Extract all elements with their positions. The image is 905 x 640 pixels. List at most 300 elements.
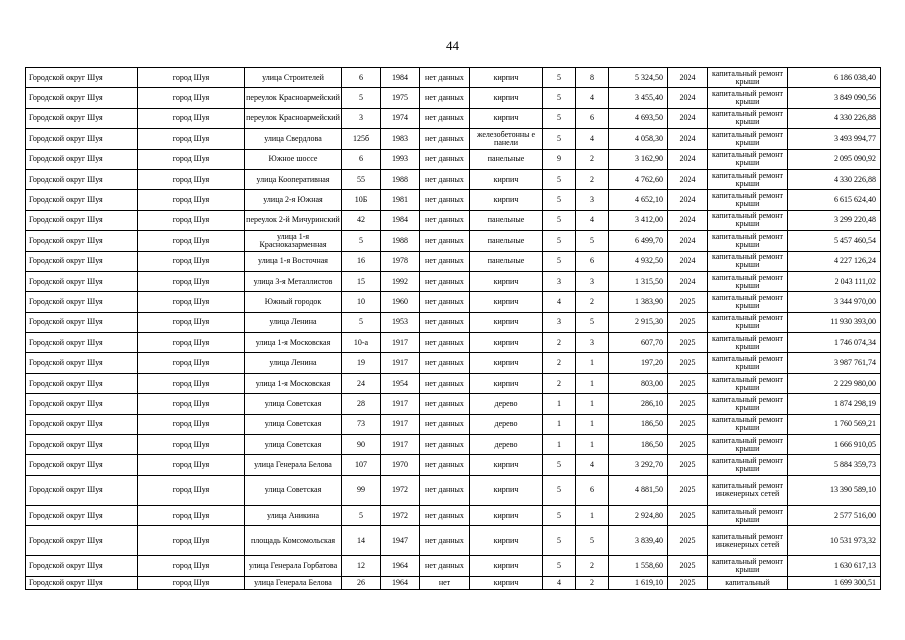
cell-settlement: город Шуя	[138, 576, 245, 589]
cell-entrances: 4	[576, 455, 609, 475]
cell-area: 1 619,10	[609, 576, 668, 589]
cell-floors: 5	[543, 556, 576, 576]
table-row	[26, 231, 881, 251]
cell-floors: 1	[543, 435, 576, 455]
cell-commissioning-year: нет	[420, 576, 470, 589]
cell-repair-type: капитальный ремонт крыши	[708, 129, 788, 149]
cell-wall-material: железобетонны е панели	[470, 129, 543, 149]
cell-municipality: Городской округ Шуя	[26, 251, 138, 271]
cell-plan-year: 2024	[668, 169, 708, 189]
cell-plan-year: 2025	[668, 556, 708, 576]
cell-settlement: город Шуя	[138, 394, 245, 414]
cell-cost: 5 884 359,73	[788, 455, 881, 475]
cell-floors: 9	[543, 149, 576, 169]
cell-build-year: 1974	[381, 108, 420, 128]
cell-floors: 5	[543, 169, 576, 189]
table-row	[26, 190, 881, 210]
cell-municipality: Городской округ Шуя	[26, 210, 138, 230]
cell-build-year: 1917	[381, 414, 420, 434]
cell-build-year: 1984	[381, 68, 420, 88]
cell-repair-type: капитальный ремонт крыши	[708, 231, 788, 251]
cell-area: 4 693,50	[609, 108, 668, 128]
cell-plan-year: 2025	[668, 414, 708, 434]
cell-cost: 4 227 126,24	[788, 251, 881, 271]
cell-settlement: город Шуя	[138, 210, 245, 230]
cell-wall-material: кирпич	[470, 190, 543, 210]
cell-municipality: Городской округ Шуя	[26, 88, 138, 108]
cell-plan-year: 2024	[668, 210, 708, 230]
cell-settlement: город Шуя	[138, 169, 245, 189]
cell-build-year: 1988	[381, 231, 420, 251]
cell-floors: 5	[543, 129, 576, 149]
cell-commissioning-year: нет данных	[420, 333, 470, 353]
cell-area: 5 324,50	[609, 68, 668, 88]
cell-repair-type: капитальный ремонт инженерных сетей	[708, 475, 788, 505]
cell-build-year: 1972	[381, 475, 420, 505]
cell-plan-year: 2025	[668, 353, 708, 373]
cell-repair-type: капитальный ремонт инженерных сетей	[708, 526, 788, 556]
cell-wall-material: кирпич	[470, 353, 543, 373]
cell-entrances: 2	[576, 292, 609, 312]
cell-street: улица Ленина	[245, 312, 342, 332]
cell-house-number: 12	[342, 556, 381, 576]
cell-repair-type: капитальный ремонт крыши	[708, 271, 788, 291]
cell-entrances: 6	[576, 108, 609, 128]
cell-build-year: 1978	[381, 251, 420, 271]
cell-settlement: город Шуя	[138, 149, 245, 169]
cell-commissioning-year: нет данных	[420, 353, 470, 373]
cell-municipality: Городской округ Шуя	[26, 312, 138, 332]
cell-floors: 2	[543, 333, 576, 353]
cell-floors: 4	[543, 576, 576, 589]
cell-street: Южное шоссе	[245, 149, 342, 169]
table-row	[26, 333, 881, 353]
cell-cost: 1 699 300,51	[788, 576, 881, 589]
cell-repair-type: капитальный ремонт крыши	[708, 292, 788, 312]
cell-commissioning-year: нет данных	[420, 129, 470, 149]
cell-area: 286,10	[609, 394, 668, 414]
cell-wall-material: кирпич	[470, 576, 543, 589]
cell-municipality: Городской округ Шуя	[26, 576, 138, 589]
table-row	[26, 312, 881, 332]
cell-house-number: 19	[342, 353, 381, 373]
cell-floors: 1	[543, 414, 576, 434]
cell-entrances: 5	[576, 526, 609, 556]
cell-house-number: 6	[342, 68, 381, 88]
cell-municipality: Городской округ Шуя	[26, 505, 138, 525]
cell-build-year: 1992	[381, 271, 420, 291]
cell-area: 4 762,60	[609, 169, 668, 189]
cell-municipality: Городской округ Шуя	[26, 556, 138, 576]
cell-street: улица Советская	[245, 414, 342, 434]
cell-repair-type: капитальный ремонт крыши	[708, 394, 788, 414]
cell-plan-year: 2025	[668, 475, 708, 505]
cell-build-year: 1972	[381, 505, 420, 525]
cell-area: 4 058,30	[609, 129, 668, 149]
cell-cost: 6 615 624,40	[788, 190, 881, 210]
table-row	[26, 68, 881, 88]
cell-wall-material: кирпич	[470, 475, 543, 505]
cell-commissioning-year: нет данных	[420, 435, 470, 455]
cell-area: 3 839,40	[609, 526, 668, 556]
cell-commissioning-year: нет данных	[420, 88, 470, 108]
cell-repair-type: капитальный ремонт крыши	[708, 556, 788, 576]
cell-street: переулок Красноармейский	[245, 88, 342, 108]
cell-house-number: 5	[342, 231, 381, 251]
cell-entrances: 1	[576, 394, 609, 414]
cell-entrances: 2	[576, 556, 609, 576]
cell-house-number: 5	[342, 505, 381, 525]
cell-wall-material: кирпич	[470, 292, 543, 312]
cell-entrances: 5	[576, 312, 609, 332]
cell-settlement: город Шуя	[138, 312, 245, 332]
cell-wall-material: кирпич	[470, 333, 543, 353]
cell-area: 3 455,40	[609, 88, 668, 108]
cell-area: 4 881,50	[609, 475, 668, 505]
cell-floors: 3	[543, 271, 576, 291]
cell-house-number: 125б	[342, 129, 381, 149]
cell-municipality: Городской округ Шуя	[26, 333, 138, 353]
cell-cost: 1 666 910,05	[788, 435, 881, 455]
cell-commissioning-year: нет данных	[420, 108, 470, 128]
cell-municipality: Городской округ Шуя	[26, 373, 138, 393]
cell-wall-material: кирпич	[470, 88, 543, 108]
cell-plan-year: 2025	[668, 526, 708, 556]
cell-entrances: 4	[576, 210, 609, 230]
cell-commissioning-year: нет данных	[420, 169, 470, 189]
cell-entrances: 2	[576, 149, 609, 169]
cell-area: 186,50	[609, 414, 668, 434]
cell-area: 3 412,00	[609, 210, 668, 230]
cell-floors: 5	[543, 210, 576, 230]
cell-repair-type: капитальный ремонт крыши	[708, 251, 788, 271]
table-row	[26, 435, 881, 455]
cell-repair-type: капитальный ремонт крыши	[708, 169, 788, 189]
cell-area: 3 292,70	[609, 455, 668, 475]
cell-repair-type: капитальный ремонт крыши	[708, 373, 788, 393]
cell-commissioning-year: нет данных	[420, 475, 470, 505]
cell-build-year: 1947	[381, 526, 420, 556]
cell-commissioning-year: нет данных	[420, 231, 470, 251]
cell-settlement: город Шуя	[138, 88, 245, 108]
cell-build-year: 1983	[381, 129, 420, 149]
table-row	[26, 414, 881, 434]
cell-house-number: 5	[342, 312, 381, 332]
cell-house-number: 16	[342, 251, 381, 271]
cell-municipality: Городской округ Шуя	[26, 231, 138, 251]
cell-build-year: 1917	[381, 435, 420, 455]
cell-street: улица 3-я Металлистов	[245, 271, 342, 291]
cell-commissioning-year: нет данных	[420, 292, 470, 312]
cell-repair-type: капитальный	[708, 576, 788, 589]
cell-street: улица Кооперативная	[245, 169, 342, 189]
table-row	[26, 271, 881, 291]
cell-house-number: 15	[342, 271, 381, 291]
cell-cost: 2 229 980,00	[788, 373, 881, 393]
cell-repair-type: капитальный ремонт крыши	[708, 435, 788, 455]
table-row	[26, 505, 881, 525]
cell-repair-type: капитальный ремонт крыши	[708, 455, 788, 475]
cell-entrances: 1	[576, 505, 609, 525]
cell-entrances: 5	[576, 231, 609, 251]
cell-settlement: город Шуя	[138, 435, 245, 455]
cell-build-year: 1993	[381, 149, 420, 169]
cell-settlement: город Шуя	[138, 292, 245, 312]
cell-house-number: 90	[342, 435, 381, 455]
cell-floors: 5	[543, 251, 576, 271]
cell-build-year: 1970	[381, 455, 420, 475]
table-row	[26, 526, 881, 556]
cell-street: улица 1-я Московская	[245, 333, 342, 353]
cell-plan-year: 2025	[668, 455, 708, 475]
cell-street: улица Советская	[245, 475, 342, 505]
cell-street: улица Генерала Белова	[245, 576, 342, 589]
cell-repair-type: капитальный ремонт крыши	[708, 210, 788, 230]
cell-settlement: город Шуя	[138, 231, 245, 251]
cell-area: 1 315,50	[609, 271, 668, 291]
cell-plan-year: 2025	[668, 373, 708, 393]
cell-house-number: 73	[342, 414, 381, 434]
cell-street: улица Аникина	[245, 505, 342, 525]
cell-wall-material: кирпич	[470, 505, 543, 525]
cell-floors: 5	[543, 475, 576, 505]
cell-street: Южный городок	[245, 292, 342, 312]
cell-house-number: 14	[342, 526, 381, 556]
cell-plan-year: 2024	[668, 88, 708, 108]
cell-build-year: 1917	[381, 353, 420, 373]
table-row	[26, 353, 881, 373]
cell-floors: 2	[543, 373, 576, 393]
cell-area: 1 558,60	[609, 556, 668, 576]
capital-repair-register-table	[25, 67, 881, 590]
cell-area: 803,00	[609, 373, 668, 393]
cell-floors: 5	[543, 108, 576, 128]
cell-house-number: 107	[342, 455, 381, 475]
cell-municipality: Городской округ Шуя	[26, 394, 138, 414]
cell-cost: 4 330 226,88	[788, 169, 881, 189]
cell-commissioning-year: нет данных	[420, 210, 470, 230]
cell-build-year: 1917	[381, 394, 420, 414]
cell-commissioning-year: нет данных	[420, 526, 470, 556]
table-row	[26, 88, 881, 108]
cell-area: 3 162,90	[609, 149, 668, 169]
table-row	[26, 475, 881, 505]
cell-build-year: 1960	[381, 292, 420, 312]
cell-wall-material: панельные	[470, 251, 543, 271]
cell-repair-type: капитальный ремонт крыши	[708, 333, 788, 353]
cell-repair-type: капитальный ремонт крыши	[708, 190, 788, 210]
cell-settlement: город Шуя	[138, 455, 245, 475]
cell-street: улица 1-я Восточная	[245, 251, 342, 271]
cell-settlement: город Шуя	[138, 190, 245, 210]
cell-house-number: 10Б	[342, 190, 381, 210]
cell-repair-type: капитальный ремонт крыши	[708, 353, 788, 373]
cell-area: 607,70	[609, 333, 668, 353]
table-body	[26, 68, 881, 590]
cell-plan-year: 2025	[668, 333, 708, 353]
cell-floors: 5	[543, 526, 576, 556]
cell-area: 1 383,90	[609, 292, 668, 312]
cell-street: площадь Комсомольская	[245, 526, 342, 556]
cell-area: 4 652,10	[609, 190, 668, 210]
cell-plan-year: 2024	[668, 108, 708, 128]
cell-entrances: 3	[576, 333, 609, 353]
cell-cost: 4 330 226,88	[788, 108, 881, 128]
cell-house-number: 55	[342, 169, 381, 189]
cell-floors: 5	[543, 231, 576, 251]
table-row	[26, 394, 881, 414]
cell-plan-year: 2024	[668, 271, 708, 291]
cell-area: 6 499,70	[609, 231, 668, 251]
cell-entrances: 1	[576, 373, 609, 393]
cell-entrances: 1	[576, 435, 609, 455]
cell-floors: 5	[543, 455, 576, 475]
cell-house-number: 10-а	[342, 333, 381, 353]
cell-entrances: 6	[576, 475, 609, 505]
cell-settlement: город Шуя	[138, 526, 245, 556]
cell-street: улица Свердлова	[245, 129, 342, 149]
cell-house-number: 10	[342, 292, 381, 312]
cell-commissioning-year: нет данных	[420, 505, 470, 525]
cell-build-year: 1988	[381, 169, 420, 189]
cell-commissioning-year: нет данных	[420, 373, 470, 393]
cell-wall-material: кирпич	[470, 68, 543, 88]
cell-settlement: город Шуя	[138, 251, 245, 271]
cell-street: улица Советская	[245, 394, 342, 414]
cell-plan-year: 2025	[668, 576, 708, 589]
cell-wall-material: панельные	[470, 149, 543, 169]
cell-street: переулок Красноармейский	[245, 108, 342, 128]
cell-cost: 6 186 038,40	[788, 68, 881, 88]
cell-cost: 10 531 973,32	[788, 526, 881, 556]
cell-municipality: Городской округ Шуя	[26, 68, 138, 88]
cell-settlement: город Шуя	[138, 129, 245, 149]
cell-house-number: 42	[342, 210, 381, 230]
cell-municipality: Городской округ Шуя	[26, 190, 138, 210]
cell-plan-year: 2025	[668, 394, 708, 414]
cell-house-number: 24	[342, 373, 381, 393]
page-number: 44	[446, 38, 459, 53]
cell-build-year: 1917	[381, 333, 420, 353]
cell-settlement: город Шуя	[138, 475, 245, 505]
cell-plan-year: 2025	[668, 292, 708, 312]
cell-floors: 4	[543, 292, 576, 312]
cell-municipality: Городской округ Шуя	[26, 475, 138, 505]
cell-street: улица Строителей	[245, 68, 342, 88]
cell-cost: 13 390 589,10	[788, 475, 881, 505]
cell-municipality: Городской округ Шуя	[26, 108, 138, 128]
cell-build-year: 1984	[381, 210, 420, 230]
cell-commissioning-year: нет данных	[420, 414, 470, 434]
cell-entrances: 2	[576, 576, 609, 589]
cell-build-year: 1975	[381, 88, 420, 108]
cell-street: улица 2-я Южная	[245, 190, 342, 210]
cell-wall-material: дерево	[470, 435, 543, 455]
cell-repair-type: капитальный ремонт крыши	[708, 108, 788, 128]
table-row	[26, 169, 881, 189]
cell-municipality: Городской округ Шуя	[26, 414, 138, 434]
table-row	[26, 149, 881, 169]
cell-build-year: 1953	[381, 312, 420, 332]
cell-build-year: 1964	[381, 576, 420, 589]
cell-cost: 1 874 298,19	[788, 394, 881, 414]
cell-entrances: 4	[576, 88, 609, 108]
cell-cost: 2 577 516,00	[788, 505, 881, 525]
cell-street: улица Ленина	[245, 353, 342, 373]
table-row	[26, 373, 881, 393]
cell-settlement: город Шуя	[138, 414, 245, 434]
cell-commissioning-year: нет данных	[420, 556, 470, 576]
cell-cost: 5 457 460,54	[788, 231, 881, 251]
cell-entrances: 1	[576, 414, 609, 434]
cell-entrances: 1	[576, 353, 609, 373]
cell-cost: 3 299 220,48	[788, 210, 881, 230]
table-row	[26, 292, 881, 312]
cell-area: 197,20	[609, 353, 668, 373]
cell-floors: 5	[543, 88, 576, 108]
cell-entrances: 6	[576, 251, 609, 271]
cell-floors: 1	[543, 394, 576, 414]
cell-floors: 3	[543, 312, 576, 332]
cell-floors: 5	[543, 190, 576, 210]
cell-area: 4 932,50	[609, 251, 668, 271]
cell-municipality: Городской округ Шуя	[26, 271, 138, 291]
cell-cost: 3 987 761,74	[788, 353, 881, 373]
cell-municipality: Городской округ Шуя	[26, 129, 138, 149]
cell-plan-year: 2024	[668, 68, 708, 88]
cell-entrances: 2	[576, 169, 609, 189]
cell-settlement: город Шуя	[138, 333, 245, 353]
table-row	[26, 251, 881, 271]
cell-wall-material: дерево	[470, 394, 543, 414]
cell-commissioning-year: нет данных	[420, 251, 470, 271]
cell-commissioning-year: нет данных	[420, 68, 470, 88]
cell-house-number: 99	[342, 475, 381, 505]
cell-wall-material: кирпич	[470, 312, 543, 332]
cell-settlement: город Шуя	[138, 271, 245, 291]
cell-house-number: 5	[342, 88, 381, 108]
cell-cost: 1 760 569,21	[788, 414, 881, 434]
cell-area: 186,50	[609, 435, 668, 455]
cell-area: 2 924,80	[609, 505, 668, 525]
cell-commissioning-year: нет данных	[420, 394, 470, 414]
cell-cost: 3 344 970,00	[788, 292, 881, 312]
cell-street: улица Генерала Горбатова	[245, 556, 342, 576]
cell-street: улица Генерала Белова	[245, 455, 342, 475]
cell-plan-year: 2024	[668, 231, 708, 251]
cell-entrances: 8	[576, 68, 609, 88]
cell-commissioning-year: нет данных	[420, 271, 470, 291]
cell-municipality: Городской округ Шуя	[26, 353, 138, 373]
cell-cost: 3 849 090,56	[788, 88, 881, 108]
cell-wall-material: кирпич	[470, 271, 543, 291]
cell-commissioning-year: нет данных	[420, 312, 470, 332]
cell-wall-material: панельные	[470, 210, 543, 230]
cell-cost: 1 746 074,34	[788, 333, 881, 353]
cell-build-year: 1981	[381, 190, 420, 210]
cell-plan-year: 2025	[668, 435, 708, 455]
cell-municipality: Городской округ Шуя	[26, 169, 138, 189]
cell-house-number: 28	[342, 394, 381, 414]
cell-municipality: Городской округ Шуя	[26, 149, 138, 169]
cell-repair-type: капитальный ремонт крыши	[708, 149, 788, 169]
cell-repair-type: капитальный ремонт крыши	[708, 505, 788, 525]
cell-repair-type: капитальный ремонт крыши	[708, 312, 788, 332]
cell-plan-year: 2024	[668, 251, 708, 271]
cell-municipality: Городской округ Шуя	[26, 435, 138, 455]
cell-wall-material: кирпич	[470, 108, 543, 128]
cell-wall-material: дерево	[470, 414, 543, 434]
